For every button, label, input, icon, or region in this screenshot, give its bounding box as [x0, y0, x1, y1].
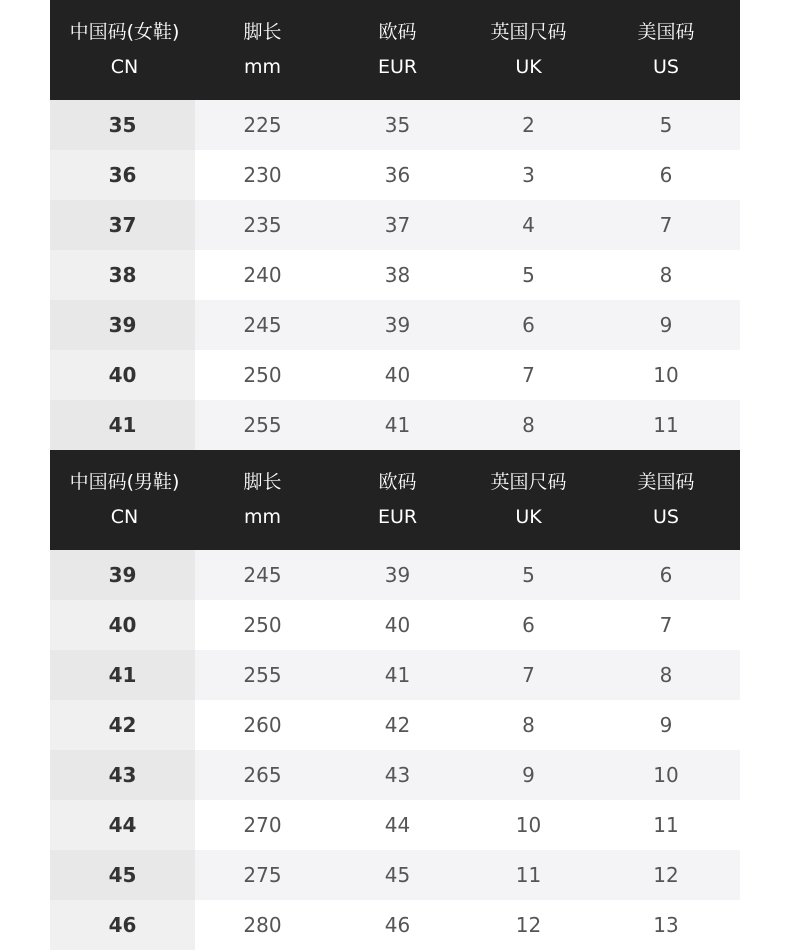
cell-eur: 40 — [330, 600, 465, 650]
header-cn — [50, 0, 195, 100]
header-uk — [465, 0, 592, 100]
table-row — [50, 200, 740, 250]
header-uk — [465, 450, 592, 550]
header-label-en: UK — [515, 56, 542, 78]
cell-cn-size: 40 — [50, 600, 195, 650]
cell-us: 11 — [592, 800, 740, 850]
table-row — [50, 100, 740, 150]
cell-foot-length: 250 — [195, 600, 330, 650]
cell-cn-size: 41 — [50, 400, 195, 450]
table-row — [50, 300, 740, 350]
cell-uk: 6 — [465, 300, 592, 350]
header-label-en: mm — [243, 56, 282, 78]
header-label-zh: 美国码 — [637, 21, 695, 43]
table-row — [50, 250, 740, 300]
cell-cn-size: 44 — [50, 800, 195, 850]
cell-foot-length: 265 — [195, 750, 330, 800]
men-size-table — [50, 450, 740, 950]
cell-eur: 43 — [330, 750, 465, 800]
table-row — [50, 700, 740, 750]
cell-us: 9 — [592, 700, 740, 750]
header-us — [592, 0, 740, 100]
cell-us: 8 — [592, 650, 740, 700]
header-label-en: US — [653, 56, 679, 78]
cell-uk: 7 — [465, 650, 592, 700]
cell-us: 9 — [592, 300, 740, 350]
cell-foot-length: 250 — [195, 350, 330, 400]
cell-uk: 7 — [465, 350, 592, 400]
cell-cn-size: 42 — [50, 700, 195, 750]
cell-us: 10 — [592, 350, 740, 400]
cell-foot-length: 255 — [195, 650, 330, 700]
cell-eur: 41 — [330, 400, 465, 450]
table-row — [50, 350, 740, 400]
cell-foot-length: 245 — [195, 550, 330, 600]
cell-foot-length: 270 — [195, 800, 330, 850]
table-row — [50, 550, 740, 600]
header-label-en: US — [653, 506, 679, 528]
cell-cn-size: 39 — [50, 550, 195, 600]
cell-us: 8 — [592, 250, 740, 300]
table-row — [50, 750, 740, 800]
table-row — [50, 900, 740, 950]
header-foot-length — [195, 450, 330, 550]
table-header — [50, 0, 740, 100]
cell-eur: 35 — [330, 100, 465, 150]
header-eur — [330, 450, 465, 550]
header-label-en: CN — [110, 56, 139, 78]
header-label-zh: 脚长 — [243, 471, 282, 493]
table-row — [50, 400, 740, 450]
table-row — [50, 650, 740, 700]
cell-uk: 6 — [465, 600, 592, 650]
header-eur — [330, 0, 465, 100]
table-body — [50, 100, 740, 450]
cell-uk: 8 — [465, 700, 592, 750]
header-label-zh: 脚长 — [243, 21, 282, 43]
header-label-en: EUR — [377, 506, 418, 528]
cell-eur: 39 — [330, 300, 465, 350]
header-us — [592, 450, 740, 550]
women-size-table — [50, 0, 740, 450]
cell-cn-size: 39 — [50, 300, 195, 350]
cell-eur: 36 — [330, 150, 465, 200]
header-label-zh: 中国码(女鞋) — [69, 21, 180, 43]
cell-uk: 12 — [465, 900, 592, 950]
cell-us: 12 — [592, 850, 740, 900]
header-label-zh: 美国码 — [637, 471, 695, 493]
cell-cn-size: 45 — [50, 850, 195, 900]
header-foot-length — [195, 0, 330, 100]
cell-us: 6 — [592, 550, 740, 600]
cell-cn-size: 40 — [50, 350, 195, 400]
cell-foot-length: 245 — [195, 300, 330, 350]
cell-eur: 42 — [330, 700, 465, 750]
cell-foot-length: 230 — [195, 150, 330, 200]
table-row — [50, 150, 740, 200]
cell-cn-size: 35 — [50, 100, 195, 150]
cell-foot-length: 280 — [195, 900, 330, 950]
cell-foot-length: 225 — [195, 100, 330, 150]
header-label-zh: 英国尺码 — [490, 471, 567, 493]
cell-foot-length: 255 — [195, 400, 330, 450]
cell-cn-size: 37 — [50, 200, 195, 250]
cell-cn-size: 43 — [50, 750, 195, 800]
cell-us: 7 — [592, 600, 740, 650]
cell-cn-size: 36 — [50, 150, 195, 200]
header-cn — [50, 450, 195, 550]
table-row — [50, 850, 740, 900]
header-label-en: UK — [515, 506, 542, 528]
cell-uk: 11 — [465, 850, 592, 900]
header-label-zh: 欧码 — [378, 21, 417, 43]
table-header — [50, 450, 740, 550]
header-label-en: mm — [243, 506, 282, 528]
cell-uk: 3 — [465, 150, 592, 200]
cell-foot-length: 260 — [195, 700, 330, 750]
cell-eur: 46 — [330, 900, 465, 950]
header-label-zh: 欧码 — [378, 471, 417, 493]
header-label-en: CN — [110, 506, 139, 528]
cell-eur: 38 — [330, 250, 465, 300]
cell-uk: 5 — [465, 550, 592, 600]
cell-uk: 5 — [465, 250, 592, 300]
cell-us: 7 — [592, 200, 740, 250]
cell-uk: 4 — [465, 200, 592, 250]
cell-uk: 2 — [465, 100, 592, 150]
cell-us: 13 — [592, 900, 740, 950]
cell-uk: 10 — [465, 800, 592, 850]
cell-uk: 8 — [465, 400, 592, 450]
cell-cn-size: 46 — [50, 900, 195, 950]
header-label-zh: 中国码(男鞋) — [69, 471, 180, 493]
cell-foot-length: 235 — [195, 200, 330, 250]
table-body — [50, 550, 740, 950]
cell-uk: 9 — [465, 750, 592, 800]
cell-us: 11 — [592, 400, 740, 450]
cell-eur: 39 — [330, 550, 465, 600]
table-row — [50, 600, 740, 650]
cell-eur: 45 — [330, 850, 465, 900]
cell-cn-size: 38 — [50, 250, 195, 300]
cell-us: 5 — [592, 100, 740, 150]
cell-cn-size: 41 — [50, 650, 195, 700]
cell-eur: 44 — [330, 800, 465, 850]
header-label-zh: 英国尺码 — [490, 21, 567, 43]
cell-eur: 40 — [330, 350, 465, 400]
header-label-en: EUR — [377, 56, 418, 78]
cell-us: 6 — [592, 150, 740, 200]
cell-eur: 41 — [330, 650, 465, 700]
cell-foot-length: 240 — [195, 250, 330, 300]
cell-us: 10 — [592, 750, 740, 800]
cell-eur: 37 — [330, 200, 465, 250]
table-row — [50, 800, 740, 850]
cell-foot-length: 275 — [195, 850, 330, 900]
